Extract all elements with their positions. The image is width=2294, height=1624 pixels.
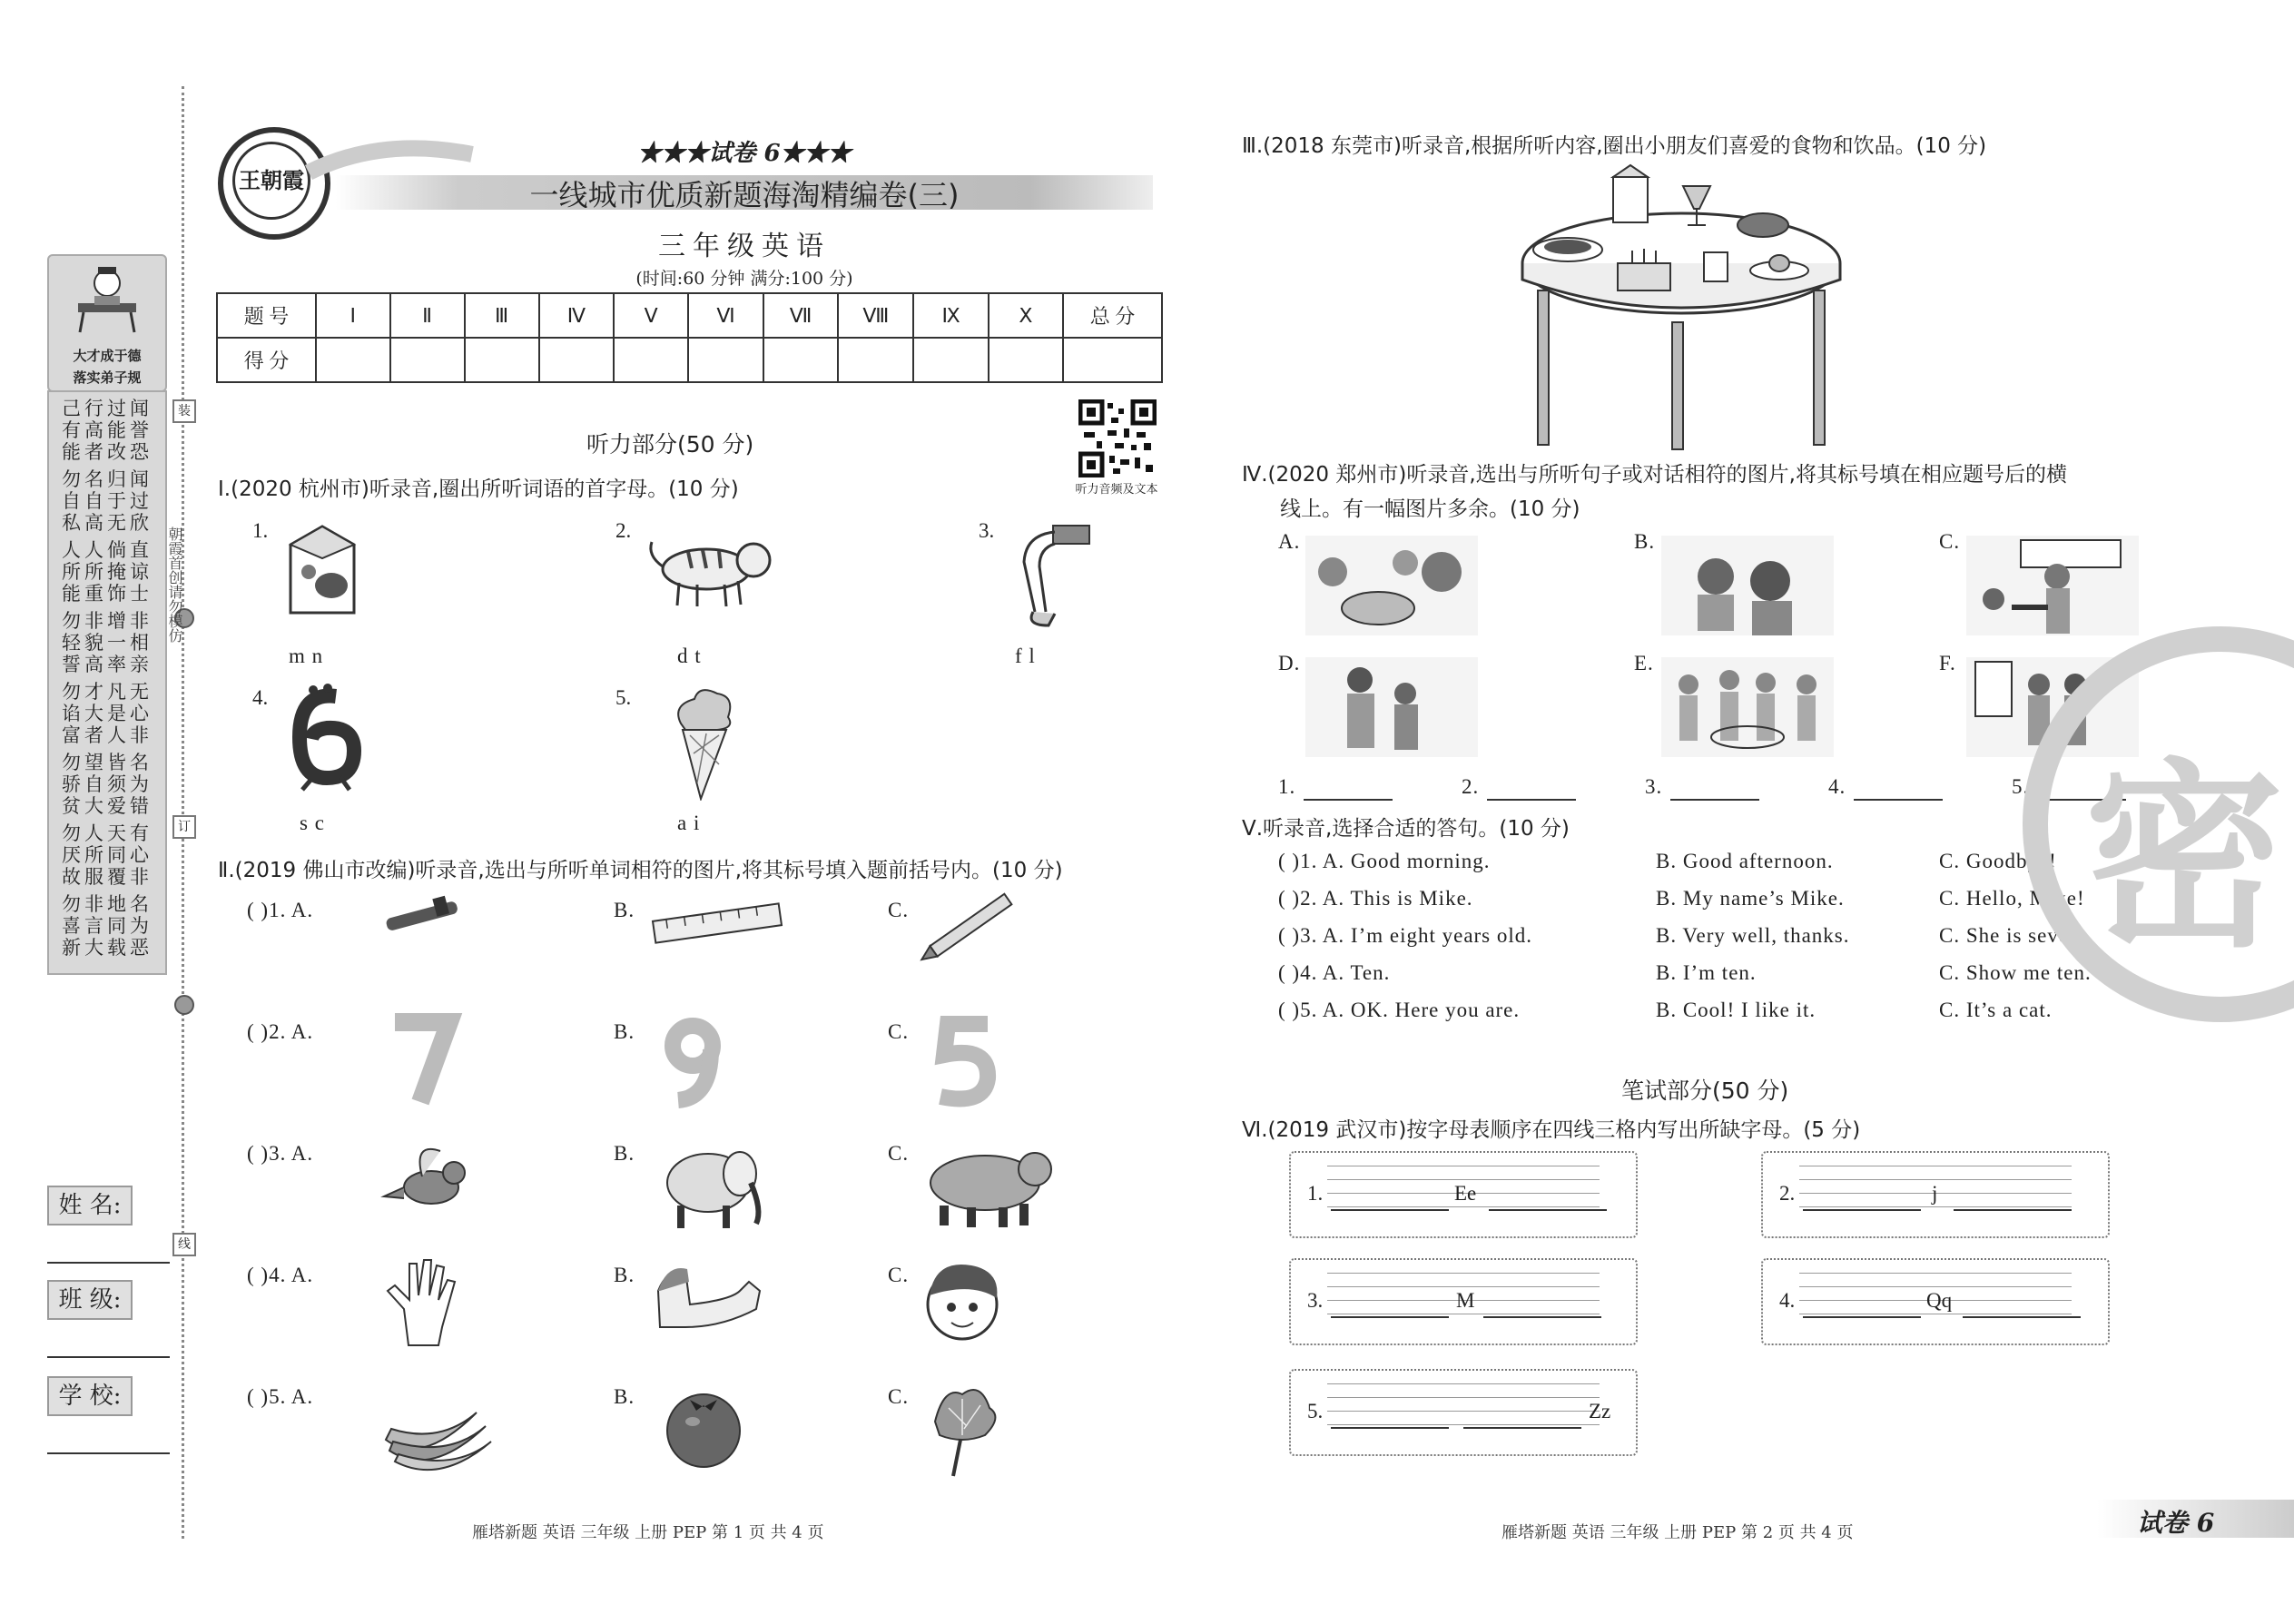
elephant-icon[interactable] [649, 1133, 785, 1235]
food-table-icon [1518, 163, 1845, 454]
q4-picture-label: B. [1634, 530, 1656, 553]
q4-answer-blank[interactable] [1670, 799, 1759, 801]
letter-blank[interactable] [1963, 1316, 2081, 1318]
score-cell[interactable] [316, 338, 390, 382]
letter-writing-box [1761, 1151, 2110, 1238]
option-c-label: C. [888, 1020, 910, 1043]
q6-instruction: Ⅵ.(2019 武汉市)按字母表顺序在四线三格内写出所缺字母。(5 分) [1242, 1118, 1861, 1142]
q5-option-a[interactable]: ( )5. A. OK. Here you are. [1278, 999, 1521, 1021]
option-c-label: C. [888, 1385, 910, 1408]
seven-icon[interactable] [377, 1011, 513, 1113]
paper-number: ★★★试卷 6★★★ [637, 140, 852, 167]
q5-option-b[interactable]: B. I’m ten. [1656, 961, 1757, 984]
stamp-character: 密 [2084, 742, 2285, 974]
q1-letter-choices[interactable]: m n [289, 645, 324, 667]
seal-mark: 订 [172, 815, 196, 839]
footer-left: 雁塔新题 英语 三年级 上册 PEP 第 1 页 共 4 页 [472, 1523, 824, 1542]
milk-carton-icon [281, 517, 363, 617]
q4-picture-label: E. [1634, 652, 1654, 674]
letter-blank[interactable] [1483, 1316, 1601, 1318]
letter-blank[interactable] [1954, 1209, 2072, 1211]
q1-item-number: 2. [615, 519, 632, 542]
score-header-cell: 总 分 [1063, 293, 1162, 338]
q4-instruction-line2: 线上。有一幅图片多余。(10 分) [1280, 497, 1580, 521]
score-cell[interactable] [913, 338, 988, 382]
score-header-label: 题 号 [217, 293, 316, 338]
q2-item-number[interactable]: ( )3. A. [247, 1142, 314, 1165]
school-field[interactable] [47, 1452, 170, 1454]
score-cell[interactable] [465, 338, 539, 382]
q4-answer-blank[interactable] [1304, 799, 1393, 801]
pen-icon[interactable] [377, 890, 513, 991]
paper-subject: 三年级英语 [658, 231, 831, 262]
proverb-block: 人人倘直所所掩谅能重饰士 [62, 539, 153, 605]
q5-option-a[interactable]: ( )1. A. Good morning. [1278, 850, 1491, 872]
score-header-row [217, 293, 1162, 338]
score-header-cell: Ⅶ [763, 293, 839, 338]
name-field[interactable] [47, 1262, 170, 1264]
writing-box-number: 4. [1779, 1289, 1796, 1312]
option-c-label: C. [888, 1264, 910, 1286]
q1-item-number: 3. [979, 519, 995, 542]
option-b-label: B. [614, 1264, 635, 1286]
water-glass-icon [1704, 252, 1728, 281]
number-six-icon [277, 683, 368, 792]
letter-writing-box [1761, 1258, 2110, 1345]
q4-instruction-line1: Ⅳ.(2020 郑州市)听录音,选出与所听句子或对话相符的图片,将其标号填在相应题号后的横 [1242, 463, 2067, 487]
ice-cream-icon [663, 683, 744, 801]
q5-option-b[interactable]: B. Very well, thanks. [1656, 924, 1850, 947]
score-header-cell: Ⅰ [316, 293, 390, 338]
name-label: 姓 名: [47, 1186, 133, 1225]
side-mascot-card [47, 254, 167, 392]
given-letter: Zz [1589, 1400, 1611, 1422]
score-row-label: 得 分 [217, 338, 316, 382]
proverb-block: 己行过闻有高能誉能者改恐 [62, 398, 153, 463]
score-header-cell: Ⅳ [539, 293, 614, 338]
option-b-label: B. [614, 1385, 635, 1408]
q1-letter-choices[interactable]: f l [1015, 645, 1036, 667]
writing-box-number: 1. [1307, 1182, 1324, 1205]
score-cell[interactable] [1063, 338, 1162, 382]
q4-picture-label: A. [1278, 530, 1301, 553]
score-cell[interactable] [614, 338, 688, 382]
given-letter: Qq [1926, 1289, 1953, 1312]
q5-option-b[interactable]: B. My name’s Mike. [1656, 887, 1845, 910]
bird-icon[interactable] [377, 1133, 513, 1235]
letter-blank[interactable] [1803, 1209, 1921, 1211]
letter-blank[interactable] [1803, 1316, 1921, 1318]
q4-answer-blank[interactable] [1854, 799, 1943, 801]
score-value-row [217, 338, 1162, 382]
q4-picture-label: C. [1939, 530, 1961, 553]
score-header-cell: Ⅴ [614, 293, 688, 338]
option-b-label: B. [614, 1142, 635, 1165]
q5-option-c[interactable]: C. She is seven. [1939, 924, 2087, 947]
q1-letter-choices[interactable]: a i [677, 812, 701, 834]
hand-icon[interactable] [377, 1255, 513, 1356]
fish-plate-icon [1533, 238, 1602, 261]
q1-item-number: 5. [615, 686, 632, 709]
given-letter: j [1932, 1182, 1938, 1205]
letter-blank[interactable] [1331, 1427, 1449, 1429]
q4-picture-b [1661, 536, 1834, 635]
seal-mark: 线 [172, 1233, 196, 1256]
score-cell[interactable] [989, 338, 1063, 382]
q2-instruction: Ⅱ.(2019 佛山市改编)听录音,选出与所听单词相符的图片,将其标号填入题前括号内。(10 分) [218, 859, 1063, 882]
score-header-cell: Ⅷ [838, 293, 913, 338]
letter-writing-box [1289, 1369, 1638, 1456]
tiger-icon [643, 528, 779, 610]
writing-box-number: 3. [1307, 1289, 1324, 1312]
letter-writing-box [1289, 1151, 1638, 1238]
letter-blank[interactable] [1489, 1209, 1607, 1211]
q5-option-c[interactable]: C. Show me ten. [1939, 961, 2092, 984]
q1-letter-choices[interactable]: s c [300, 812, 325, 834]
face-icon[interactable] [917, 1255, 1053, 1356]
q5-option-c[interactable]: C. Goodbye! [1939, 850, 2057, 872]
letter-blank[interactable] [1463, 1427, 1581, 1429]
q4-picture-c [1966, 536, 2139, 635]
class-label: 班 级: [47, 1280, 133, 1320]
q5-option-a[interactable]: ( )4. A. Ten. [1278, 961, 1391, 984]
score-header-cell: Ⅵ [688, 293, 763, 338]
banana-icon[interactable] [377, 1376, 513, 1478]
letter-blank[interactable] [1331, 1209, 1449, 1211]
time-info: (时间:60 分钟 满分:100 分) [635, 269, 853, 289]
q3-instruction: Ⅲ.(2018 东莞市)听录音,根据所听内容,圈出小朋友们喜爱的食物和饮品。(10 分) [1242, 134, 1987, 158]
q4-picture-label: F. [1939, 652, 1956, 674]
writing-box-number: 2. [1779, 1182, 1796, 1205]
option-b-label: B. [614, 899, 635, 921]
score-header-cell: Ⅸ [913, 293, 988, 338]
arm-icon[interactable] [649, 1255, 785, 1356]
q4-picture-a [1305, 536, 1478, 635]
tomato-icon[interactable] [649, 1376, 785, 1478]
q5-option-c[interactable]: C. It’s a cat. [1939, 999, 2053, 1021]
score-header-cell: Ⅲ [465, 293, 539, 338]
option-c-label: C. [888, 899, 910, 921]
q1-instruction: Ⅰ.(2020 杭州市)听录音,圈出所听词语的首字母。(10 分) [218, 477, 739, 501]
seal-mark: 装 [172, 399, 196, 423]
school-label: 学 校: [47, 1376, 133, 1416]
nine-icon[interactable] [649, 1011, 785, 1113]
q2-item-number[interactable]: ( )5. A. [247, 1385, 314, 1408]
score-cell[interactable] [763, 338, 839, 382]
letter-writing-box [1289, 1258, 1638, 1345]
score-cell[interactable] [539, 338, 614, 382]
binding-hole-icon [174, 995, 194, 1015]
given-letter: Ee [1454, 1182, 1477, 1205]
qr-code-icon[interactable] [1078, 399, 1157, 477]
class-field[interactable] [47, 1356, 170, 1358]
score-header-cell: Ⅹ [989, 293, 1063, 338]
proverb-block: 勿人天有厌所同心故服覆非 [62, 822, 153, 888]
q4-picture-label: D. [1278, 652, 1301, 674]
q1-letter-choices[interactable]: d t [677, 645, 702, 667]
q5-option-a[interactable]: ( )2. A. This is Mike. [1278, 887, 1473, 910]
q4-answer-number: 2. [1462, 775, 1480, 798]
score-table [216, 292, 1163, 383]
footer-right: 雁塔新题 英语 三年级 上册 PEP 第 2 页 共 4 页 [1501, 1523, 1854, 1542]
proverb-block: 勿非增非轻貌一相誓高率亲 [62, 610, 153, 675]
q4-answer-number: 1. [1278, 775, 1296, 798]
qr-caption: 听力音频及文本 [1075, 483, 1158, 497]
side-proverbs [47, 390, 167, 975]
q2-item-number[interactable]: ( )2. A. [247, 1020, 314, 1043]
q4-answer-blank[interactable] [1487, 799, 1576, 801]
q5-instruction: Ⅴ.听录音,选择合适的答句。(10 分) [1242, 817, 1570, 841]
q4-answer-number: 5. [2012, 775, 2030, 798]
q4-picture-d [1305, 657, 1478, 757]
given-letter: M [1456, 1289, 1475, 1312]
writing-box-number: 5. [1307, 1400, 1324, 1422]
logo-text: 王朝霞 [232, 142, 310, 220]
q5-option-b[interactable]: B. Cool! I like it. [1656, 999, 1816, 1021]
q2-item-number[interactable]: ( )1. A. [247, 899, 314, 921]
q1-item-number: 4. [252, 686, 269, 709]
leg-icon [999, 521, 1098, 630]
pencil-icon[interactable] [917, 890, 1053, 991]
q1-item-number: 1. [252, 519, 269, 542]
five-icon[interactable] [917, 1011, 1053, 1113]
proverb-block: 勿非地名喜言同为新大载恶 [62, 893, 153, 959]
score-cell[interactable] [390, 338, 465, 382]
paper-title: 一线城市优质新题海淘精编卷(三) [529, 178, 960, 212]
q5-option-c[interactable]: C. Hello, Mike! [1939, 887, 2085, 910]
score-header-cell: Ⅱ [390, 293, 465, 338]
proverb-block: 勿名归闻自自于过私高无欣 [62, 468, 153, 534]
option-c-label: C. [888, 1142, 910, 1165]
proverb-block: 勿才凡无谄大是心富者人非 [62, 681, 153, 746]
side-motto-2: 落实弟子规 [73, 369, 142, 386]
seal-notice: 朝霞首创请勿模仿 [166, 527, 183, 643]
q2-item-number[interactable]: ( )4. A. [247, 1264, 314, 1286]
writing-title: 笔试部分(50 分) [1621, 1078, 1789, 1104]
bread-icon [1738, 213, 1788, 237]
scholar-mascot-icon [71, 263, 143, 336]
letter-blank[interactable] [1331, 1316, 1449, 1318]
score-cell[interactable] [838, 338, 913, 382]
q4-answer-number: 4. [1828, 775, 1846, 798]
vegetable-icon[interactable] [917, 1376, 1053, 1478]
option-b-label: B. [614, 1020, 635, 1043]
q4-answer-number: 3. [1645, 775, 1663, 798]
paper-tag: 试卷 6 [2137, 1508, 2215, 1538]
q4-picture-e [1661, 657, 1834, 757]
bear-icon[interactable] [917, 1133, 1053, 1235]
ruler-icon[interactable] [649, 890, 785, 991]
q5-option-b[interactable]: B. Good afternoon. [1656, 850, 1834, 872]
proverb-block: 勿望皆名骄自须为贫大爱错 [62, 752, 153, 817]
listening-title: 听力部分(50 分) [586, 431, 754, 458]
side-motto-1: 大才成于德 [73, 348, 142, 364]
score-cell[interactable] [688, 338, 763, 382]
binding-dotted-line [182, 86, 184, 1539]
q5-option-a[interactable]: ( )3. A. I’m eight years old. [1278, 924, 1533, 947]
milk-carton-icon [1613, 165, 1648, 222]
